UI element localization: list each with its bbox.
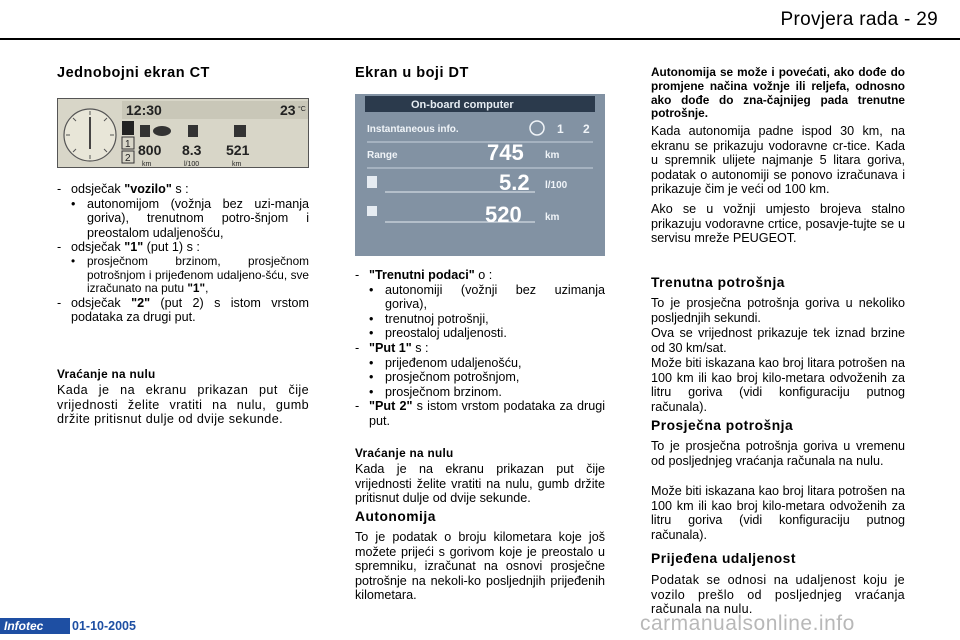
- list-item: • prosječnom brzinom, prosječnom potrošnjom i prijeđenom udaljeno-šću, sve izračunato na putu "1",: [71, 253, 309, 296]
- lcd-temperature-unit: °C: [298, 106, 306, 113]
- instant-consumption-heading: Trenutna potrošnja: [651, 275, 785, 290]
- lcd-value-1: 800: [138, 142, 162, 158]
- instant-consumption-p3: Može biti iskazana kao broj litara potrošen na 100 km ili kao broj kilo-metara odvoženih za litru goriva (vidi konfiguraciju putnog računala).: [651, 356, 905, 414]
- reset-heading-mono: Vraćanje na nulu: [57, 367, 156, 381]
- lcd-value-2: 8.3: [182, 142, 202, 158]
- screen-row-instant: Instantaneous info.: [367, 124, 459, 135]
- list-item: • prijeđenom udaljenošću,: [369, 355, 522, 370]
- average-consumption-heading: Prosječna potrošnja: [651, 418, 794, 433]
- section-heading-mono-screen: Jednobojni ekran CT: [57, 65, 210, 81]
- header-rule: [0, 38, 960, 40]
- reset-heading-colour: Vraćanje na nulu: [355, 446, 454, 460]
- page-header: [0, 0, 960, 40]
- watermark: carmanualsonline.info: [640, 612, 855, 635]
- list-item: - odsječak "1" (put 1) s :: [57, 240, 200, 255]
- average-consumption-p2: Može biti iskazana kao broj litara potrošen na 100 km ili kao broj kilo-metara odvoženih za litru goriva (vidi konfiguraciju putnog računala).: [651, 484, 905, 542]
- reset-text-colour: Kada je na ekranu prikazan put čije vrijednosti želite vratiti na nulu, gumb držite pritisnut dulje od dvije sekunde.: [355, 462, 605, 506]
- reset-text-mono: Kada je na ekranu prikazan put čije vrijednosti želite vratiti na nulu, gumb držite pritisnut dulje od dvije sekunde.: [57, 383, 309, 427]
- list-item: - "Put 1" s :: [355, 340, 429, 355]
- screen-tab-2: 2: [583, 122, 590, 136]
- screen-row-range-label: Range: [367, 150, 398, 161]
- colour-screen-illustration: [355, 94, 605, 256]
- list-item: - "Trenutni podaci" o :: [355, 268, 493, 282]
- instant-consumption-p2: Ova se vrijednost prikazuje tek iznad brzine od 30 km/sat.: [651, 326, 905, 355]
- distance-heading: Prijeđena udaljenost: [651, 551, 796, 566]
- mono-screen-graphic: [58, 99, 309, 168]
- mono-screen-list: [57, 182, 309, 325]
- screen-range-value: 745: [487, 140, 524, 165]
- autonomy-text: To je podatak o broju kilometara koje još možete prijeći s gorivom koje je preostalo u spremniku, izračunat na osnovi prosječne potrošnje na nekoli-ko posljednjih prijeđenih kilometara.: [355, 530, 605, 603]
- lcd-temperature: 23: [280, 102, 296, 118]
- lcd-time: 12:30: [126, 102, 162, 118]
- screen-consumption-unit: l/100: [545, 180, 568, 191]
- lcd-marker-2: 2: [125, 153, 131, 164]
- list-item: - odsječak "2" (put 2) s istom vrstom podataka za drugi put.: [57, 295, 309, 325]
- lcd-unit-3: km: [232, 161, 242, 168]
- list-item: • preostaloj udaljenosti.: [369, 326, 507, 341]
- screen-title: On-board computer: [411, 99, 514, 111]
- list-item: • trenutnoj potrošnji,: [369, 311, 489, 326]
- instant-consumption-p1: To je prosječna potrošnja goriva u nekoliko posljednjih sekundi.: [651, 296, 905, 325]
- lcd-unit-2: l/100: [184, 161, 200, 168]
- list-item: • prosječnom brzinom.: [369, 384, 502, 399]
- screen-range-unit: km: [545, 150, 560, 161]
- page-title: Provjera rada - 29: [780, 9, 938, 30]
- publisher-badge: Infotec: [0, 618, 70, 634]
- mono-screen-illustration: [57, 98, 309, 168]
- screen-distance-unit: km: [545, 212, 560, 223]
- distance-text: Podatak se odnosi na udaljenost koju je vozilo prešlo od posljednjeg vraćanja računala na nulu.: [651, 573, 905, 617]
- screen-tab-1: 1: [557, 122, 564, 136]
- list-item: - "Put 2" s istom vrstom podataka za drugi put.: [355, 399, 605, 428]
- lcd-value-3: 521: [226, 142, 250, 158]
- screen-distance-value: 520: [485, 202, 522, 227]
- lcd-unit-1: km: [142, 161, 152, 168]
- colour-screen-list: [355, 268, 605, 429]
- autonomy-dashes-text: Kada autonomija padne ispod 30 km, na ekranu se prikazuju vodoravne cr-tice. Kada u spremnik ulijete najmanje 5 litara goriva, podatak o autonomiji se ponovo izračunava i prikazuje čim je veći od 100 km.: [651, 124, 905, 197]
- lcd-marker-1: 1: [125, 139, 131, 150]
- autonomy-heading: Autonomija: [355, 509, 436, 524]
- list-item: • autonomiji (vožnji bez uzimanja goriva),: [369, 282, 605, 312]
- list-item: - odsječak "vozilo" s :: [57, 182, 189, 196]
- list-item: • prosječnom potrošnjom,: [369, 370, 520, 385]
- autonomy-note: Autonomija se može i povećati, ako dođe do promjene načina vožnje ili reljefa, odnosno ako dođe do zna-čajnijeg pada trenutne potrošnje.: [651, 65, 905, 121]
- average-consumption-p1: To je prosječna potrošnja goriva u vremenu od posljednjeg vraćanja računala na nulu.: [651, 439, 905, 468]
- colour-screen-graphic: [355, 94, 605, 256]
- list-item: • autonomijom (vožnja bez uzi-manja goriva), trenutnom potro-šnjom i preostalom udaljenošću,: [71, 196, 309, 240]
- publication-date: 01-10-2005: [72, 619, 136, 633]
- section-heading-colour-screen: Ekran u boji DT: [355, 65, 469, 81]
- autonomy-service-text: Ako se u vožnji umjesto brojeva stalno prikazuju vodoravne crtice, posavje-tujte se u servisu mreže PEUGEOT.: [651, 202, 905, 246]
- screen-consumption-value: 5.2: [499, 170, 530, 195]
